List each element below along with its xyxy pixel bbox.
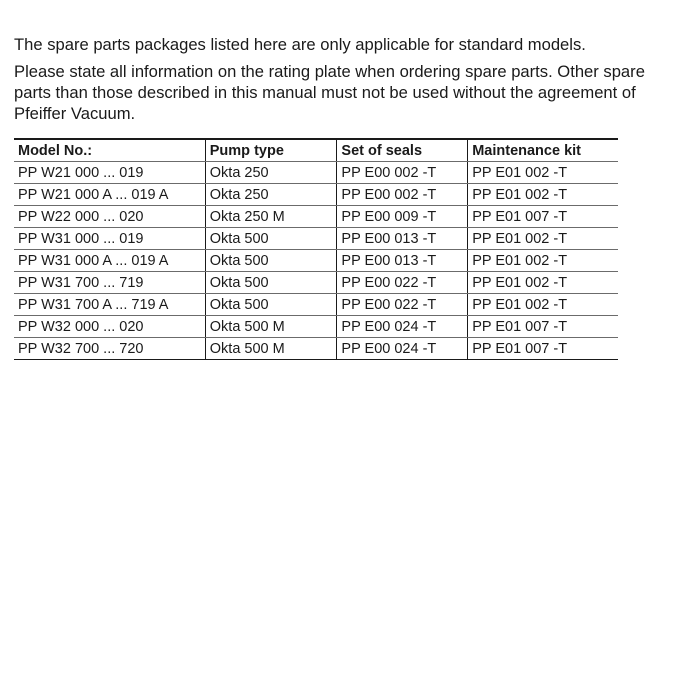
cell-set-of-seals: PP E00 024 -T	[337, 338, 468, 360]
cell-maintenance-kit: PP E01 002 -T	[468, 272, 618, 294]
header-pump-type: Pump type	[205, 139, 337, 162]
cell-maintenance-kit: PP E01 002 -T	[468, 294, 618, 316]
cell-pump-type: Okta 250	[205, 184, 337, 206]
cell-pump-type: Okta 500	[205, 272, 337, 294]
table-row	[14, 294, 618, 316]
cell-model-no: PP W32 700 ... 720	[14, 338, 205, 360]
cell-set-of-seals: PP E00 002 -T	[337, 162, 468, 184]
header-set-of-seals: Set of seals	[337, 139, 468, 162]
cell-model-no: PP W31 000 ... 019	[14, 228, 205, 250]
table-row	[14, 338, 618, 360]
cell-pump-type: Okta 250	[205, 162, 337, 184]
cell-pump-type: Okta 500	[205, 250, 337, 272]
cell-pump-type: Okta 500 M	[205, 338, 337, 360]
cell-set-of-seals: PP E00 013 -T	[337, 250, 468, 272]
cell-model-no: PP W22 000 ... 020	[14, 206, 205, 228]
ordering-note-line-3: Pfeiffer Vacuum.	[14, 104, 136, 123]
cell-maintenance-kit: PP E01 007 -T	[468, 316, 618, 338]
spare-parts-table	[14, 138, 618, 360]
cell-set-of-seals: PP E00 013 -T	[337, 228, 468, 250]
cell-set-of-seals: PP E00 002 -T	[337, 184, 468, 206]
table-row	[14, 206, 618, 228]
cell-model-no: PP W21 000 ... 019	[14, 162, 205, 184]
cell-model-no: PP W31 700 A ... 719 A	[14, 294, 205, 316]
table-row	[14, 228, 618, 250]
cell-set-of-seals: PP E00 009 -T	[337, 206, 468, 228]
cell-maintenance-kit: PP E01 007 -T	[468, 206, 618, 228]
cell-maintenance-kit: PP E01 002 -T	[468, 250, 618, 272]
header-maintenance-kit: Maintenance kit	[468, 139, 618, 162]
table-row	[14, 250, 618, 272]
cell-model-no: PP W31 700 ... 719	[14, 272, 205, 294]
cell-pump-type: Okta 500	[205, 294, 337, 316]
cell-maintenance-kit: PP E01 002 -T	[468, 228, 618, 250]
cell-maintenance-kit: PP E01 002 -T	[468, 184, 618, 206]
ordering-note-line-1: Please state all information on the rating plate when ordering spare parts. Other spare	[14, 62, 645, 81]
table-row	[14, 162, 618, 184]
cell-model-no: PP W21 000 A ... 019 A	[14, 184, 205, 206]
applicability-note: The spare parts packages listed here are only applicable for standard models.	[14, 35, 586, 54]
cell-pump-type: Okta 500 M	[205, 316, 337, 338]
cell-model-no: PP W31 000 A ... 019 A	[14, 250, 205, 272]
cell-pump-type: Okta 250 M	[205, 206, 337, 228]
ordering-note-line-2: parts than those described in this manual must not be used without the agreement of	[14, 83, 636, 102]
cell-set-of-seals: PP E00 022 -T	[337, 294, 468, 316]
cell-set-of-seals: PP E00 024 -T	[337, 316, 468, 338]
cell-set-of-seals: PP E00 022 -T	[337, 272, 468, 294]
table-row	[14, 272, 618, 294]
table-row	[14, 184, 618, 206]
cell-pump-type: Okta 500	[205, 228, 337, 250]
cell-maintenance-kit: PP E01 002 -T	[468, 162, 618, 184]
cell-model-no: PP W32 000 ... 020	[14, 316, 205, 338]
cell-maintenance-kit: PP E01 007 -T	[468, 338, 618, 360]
table-row	[14, 316, 618, 338]
table-header-row	[14, 139, 618, 162]
header-model-no: Model No.:	[14, 139, 205, 162]
